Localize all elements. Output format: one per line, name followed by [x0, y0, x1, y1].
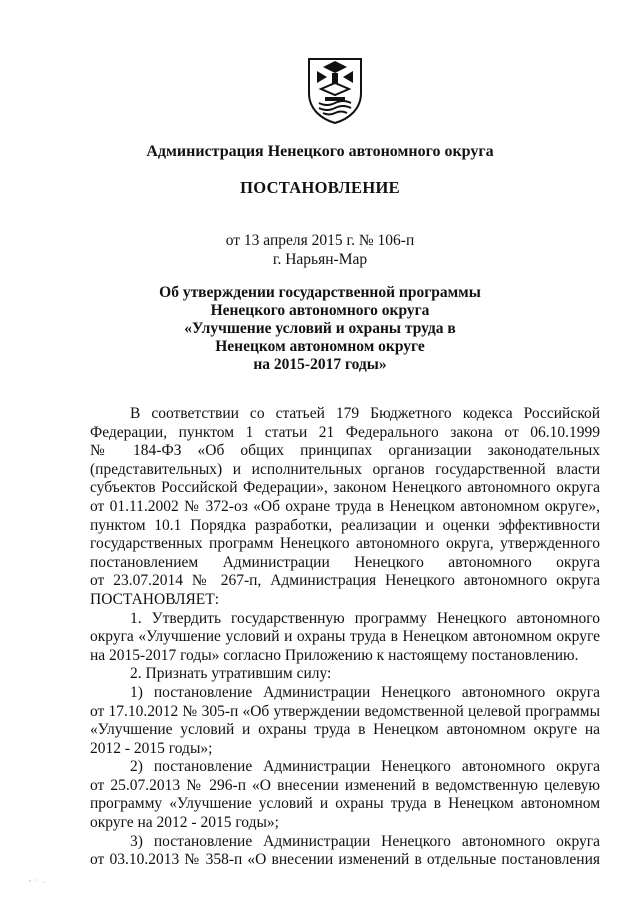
body-line: (представительных) и исполнительных органов государственной власти [90, 460, 600, 478]
body-line: 2012 - 2015 годы»; [90, 739, 213, 757]
body-line: 1) постановление Администрации Ненецкого автономного округа [130, 683, 600, 701]
body-line: ПОСТАНОВЛЯЕТ: [90, 590, 220, 608]
body-line: пунктом 10.1 Порядка разработки, реализации и оценки эффективности [90, 516, 600, 534]
body-line: от 01.11.2002 № 372-оз «Об охране труда в Ненецком автономном округе», [90, 497, 600, 515]
body-line: В соответствии со статьей 179 Бюджетного кодекса Российской [130, 405, 600, 422]
issuing-authority: Администрация Ненецкого автономного округа [146, 143, 494, 160]
body-line: № 184-ФЗ «Об общих принципах организации законодательных [90, 442, 600, 460]
body-line: государственных программ Ненецкого автономного округа, утвержденного [90, 535, 600, 553]
document-type-heading: ПОСТАНОВЛЕНИЕ [240, 178, 400, 197]
document-title [0, 284, 640, 374]
body-line: от 25.07.2013 № 296-п «О внесении изменений в ведомственную целевую [90, 776, 600, 794]
body-line: 2. Признать утратившим силу: [130, 665, 332, 683]
coat-of-arms-emblem [303, 55, 367, 125]
title-line: Ненецком автономном округе [215, 338, 425, 355]
body-line: от 03.10.2013 № 358-п «О внесении изменений в отдельные постановления [90, 851, 600, 869]
document-date-number: от 13 апреля 2015 г. № 106-п [225, 232, 415, 249]
issue-place: г. Нарьян-Мар [272, 251, 368, 268]
body-line: «Улучшение условий и охраны труда в Ненецком автономном округе на [90, 721, 600, 739]
body-line: округе на 2012 - 2015 годы»; [90, 814, 279, 832]
body-line: субъектов Российской Федерации», законом Ненецкого автономного округа [90, 479, 600, 497]
title-line: «Улучшение условий и охраны труда в [184, 320, 456, 337]
title-line: Ненецкого автономного округа [210, 302, 430, 319]
body-line: 2) постановление Администрации Ненецкого автономного округа [130, 758, 600, 776]
title-line: Об утверждении государственной программы [159, 284, 481, 301]
title-line: на 2015-2017 годы» [253, 356, 387, 373]
body-line: округа «Улучшение условий и охраны труда в Ненецком автономном округе [90, 628, 600, 646]
body-line: 1. Утвердить государственную программу Ненецкого автономного [130, 609, 600, 627]
body-line: постановлением Администрации Ненецкого автономного округа [90, 553, 600, 571]
body-line: от 23.07.2014 № 267-п, Администрация Ненецкого автономного округа [90, 572, 600, 590]
body-line: программу «Улучшение условий и охраны труда в Ненецком автономном [90, 795, 600, 813]
body-line: 3) постановление Администрации Ненецкого автономного округа [130, 832, 600, 850]
body-line: от 17.10.2012 № 305-п «Об утверждении ведомственной целевой программы [90, 702, 600, 720]
document-body [90, 405, 600, 870]
body-line: на 2015-2017 годы» согласно Приложению к настоящему постановлению. [90, 646, 579, 664]
body-line: Федерации, пунктом 1 статьи 21 Федерального закона от 06.10.1999 [90, 423, 600, 441]
scan-specks [28, 878, 48, 884]
